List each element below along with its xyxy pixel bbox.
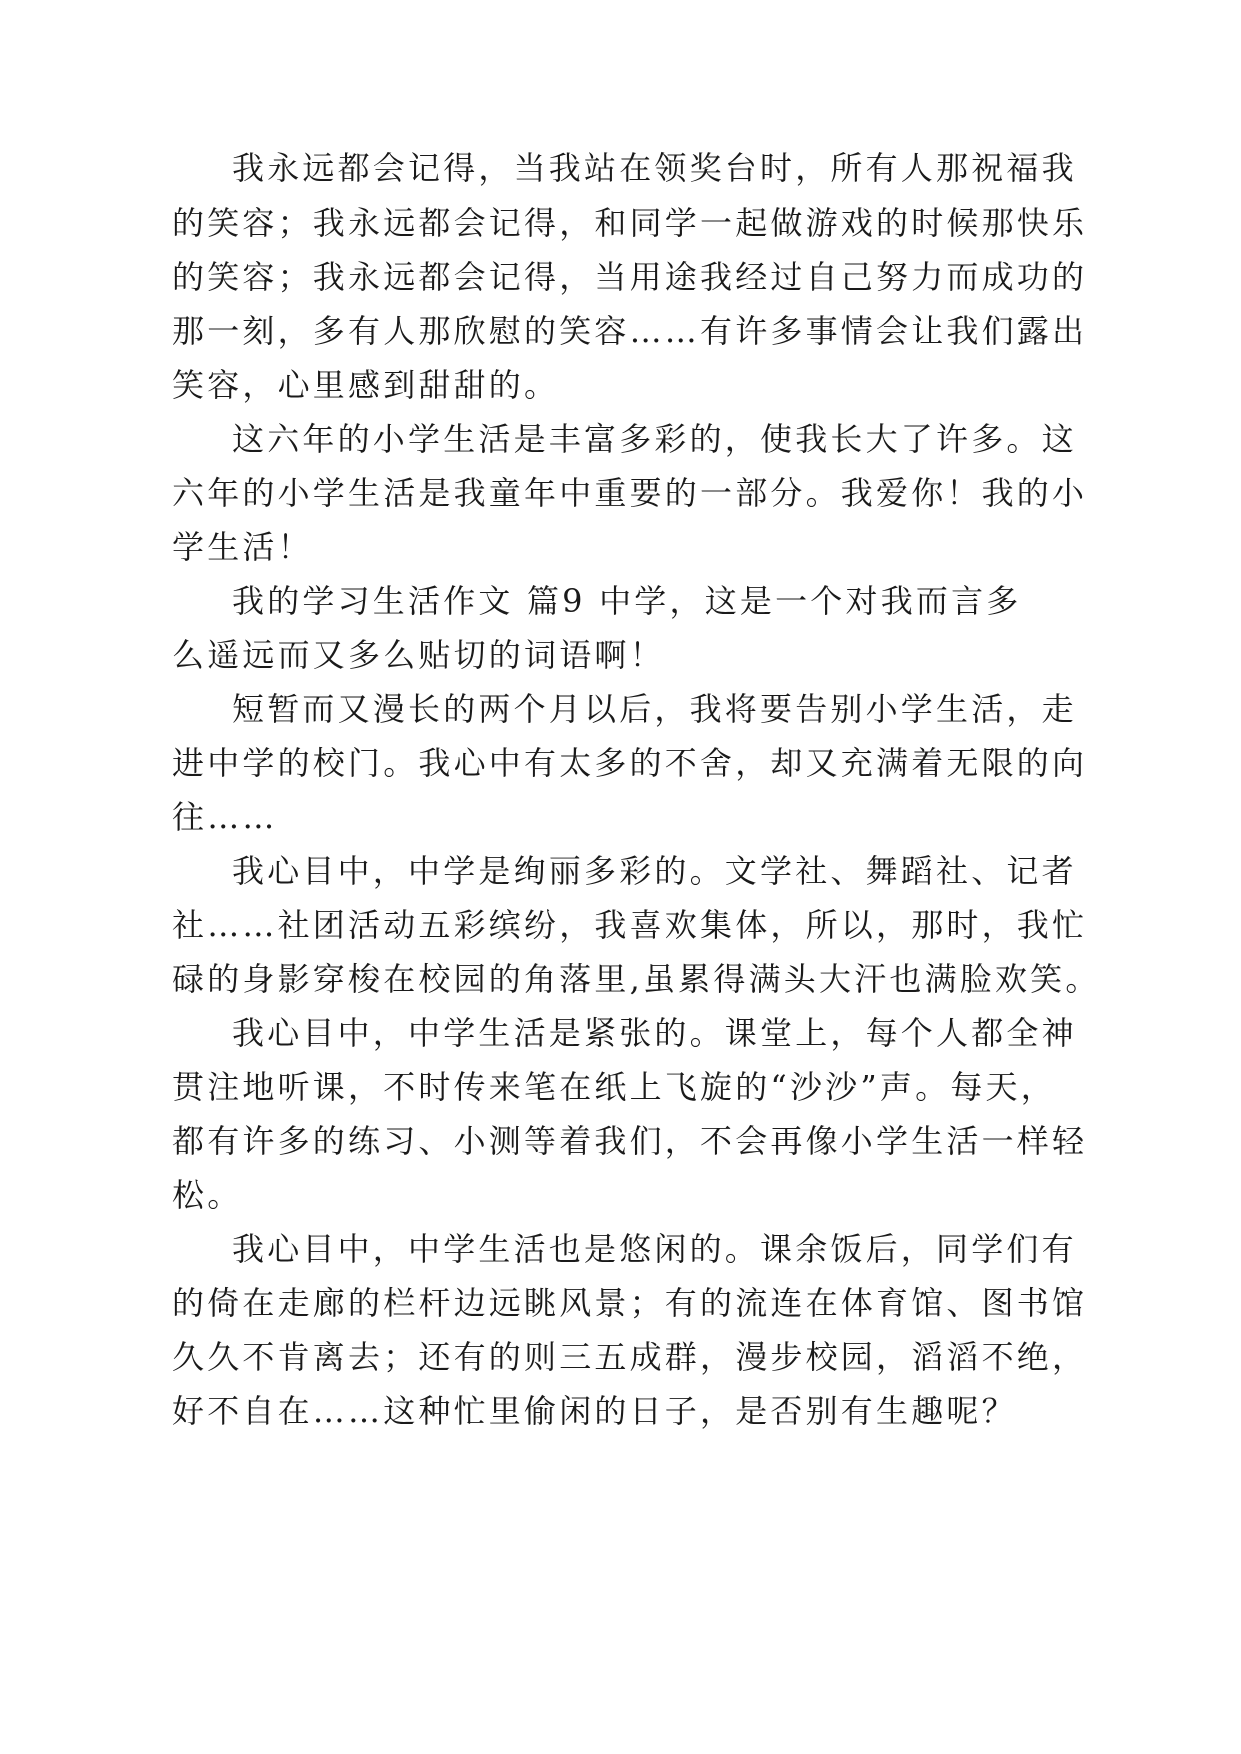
paragraph-4-line-1: 短暂而又漫长的两个月以后，我将要告别小学生活，走 [232, 690, 1077, 728]
paragraph-6-line-4: 松。 [172, 1176, 243, 1214]
paragraph-1-line-3: 的笑容；我永远都会记得，当用途我经过自己努力而成功的 [172, 258, 1088, 296]
paragraph-6-line-2: 贯注地听课，不时传来笔在纸上飞旋的“沙沙”声。每天， [172, 1068, 1056, 1106]
paragraph-1-line-4: 那一刻，多有人那欣慰的笑容……有许多事情会让我们露出 [172, 312, 1088, 350]
paragraph-6-line-3: 都有许多的练习、小测等着我们，不会再像小学生活一样轻 [172, 1122, 1088, 1160]
paragraph-2-line-3: 学生活！ [172, 528, 313, 566]
paragraph-4-line-2: 进中学的校门。我心中有太多的不舍，却又充满着无限的向 [172, 744, 1088, 782]
paragraph-5-line-1: 我心目中，中学是绚丽多彩的。文学社、舞蹈社、记者 [232, 852, 1077, 890]
paragraph-6-line-1: 我心目中，中学生活是紧张的。课堂上，每个人都全神 [232, 1014, 1077, 1052]
paragraph-2-line-2: 六年的小学生活是我童年中重要的一部分。我爱你！我的小 [172, 474, 1088, 512]
paragraph-1-line-5: 笑容，心里感到甜甜的。 [172, 366, 560, 404]
paragraph-1-line-1: 我永远都会记得，当我站在领奖台时，所有人那祝福我 [232, 149, 1077, 187]
paragraph-7-line-1: 我心目中，中学生活也是悠闲的。课余饭后，同学们有 [232, 1230, 1077, 1268]
paragraph-3-line-1: 我的学习生活作文 篇9 中学，这是一个对我而言多 [232, 582, 1022, 620]
paragraph-4-line-3: 往…… [172, 798, 278, 836]
paragraph-5-line-2: 社……社团活动五彩缤纷，我喜欢集体，所以，那时，我忙 [172, 906, 1088, 944]
paragraph-3-line-2: 么遥远而又多么贴切的词语啊！ [172, 636, 665, 674]
paragraph-7-line-2: 的倚在走廊的栏杆边远眺风景；有的流连在体育馆、图书馆 [172, 1284, 1088, 1322]
paragraph-7-line-4: 好不自在……这种忙里偷闲的日子，是否别有生趣呢？ [172, 1392, 1017, 1430]
paragraph-2-line-1: 这六年的小学生活是丰富多彩的，使我长大了许多。这 [232, 420, 1077, 458]
paragraph-5-line-3: 碌的身影穿梭在校园的角落里,虽累得满头大汗也满脸欢笑。 [172, 960, 1101, 998]
paragraph-1-line-2: 的笑容；我永远都会记得，和同学一起做游戏的时候那快乐 [172, 204, 1088, 242]
paragraph-7-line-3: 久久不肯离去；还有的则三五成群，漫步校园，滔滔不绝， [172, 1338, 1088, 1376]
